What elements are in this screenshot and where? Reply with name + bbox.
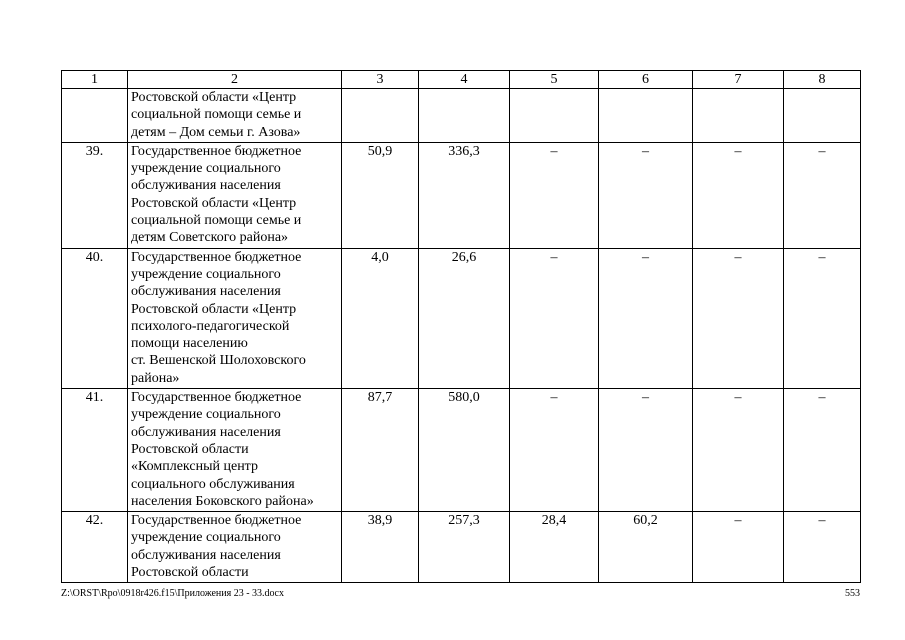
header-cell: 1 — [62, 71, 128, 89]
value-col-7 — [693, 89, 784, 143]
table-header-row — [62, 71, 861, 89]
table-row — [62, 89, 861, 143]
data-table — [61, 70, 861, 583]
value-col-5: 28,4 — [510, 512, 599, 583]
institution-name: Государственное бюджетное учреждение социального обслуживания населения Ростовской области «Центр социальной помощи семье и детям Советского района» — [128, 142, 342, 248]
value-col-4: 580,0 — [419, 389, 510, 512]
value-col-3 — [342, 89, 419, 143]
row-number: 39. — [62, 142, 128, 248]
value-col-6 — [599, 89, 693, 143]
value-col-3: 4,0 — [342, 248, 419, 388]
table-row — [62, 248, 861, 388]
header-cell: 5 — [510, 71, 599, 89]
header-cell: 8 — [784, 71, 861, 89]
value-col-7: – — [693, 389, 784, 512]
header-cell: 6 — [599, 71, 693, 89]
institution-name: Ростовской области «Центр социальной помощи семье и детям – Дом семьи г. Азова» — [128, 89, 342, 143]
institution-name: Государственное бюджетное учреждение социального обслуживания населения Ростовской области «Комплексный центр социального обслуживания населения Боковского района» — [128, 389, 342, 512]
table-row — [62, 512, 861, 583]
value-col-6: – — [599, 142, 693, 248]
value-col-6: – — [599, 389, 693, 512]
row-number — [62, 89, 128, 143]
header-cell: 3 — [342, 71, 419, 89]
table-row — [62, 389, 861, 512]
value-col-8: – — [784, 512, 861, 583]
value-col-3: 50,9 — [342, 142, 419, 248]
institution-name: Государственное бюджетное учреждение социального обслуживания населения Ростовской области — [128, 512, 342, 583]
value-col-4: 336,3 — [419, 142, 510, 248]
value-col-5: – — [510, 248, 599, 388]
value-col-3: 87,7 — [342, 389, 419, 512]
value-col-5: – — [510, 389, 599, 512]
row-number: 42. — [62, 512, 128, 583]
value-col-5: – — [510, 142, 599, 248]
value-col-6: – — [599, 248, 693, 388]
value-col-4: 26,6 — [419, 248, 510, 388]
value-col-4 — [419, 89, 510, 143]
header-cell: 7 — [693, 71, 784, 89]
row-number: 40. — [62, 248, 128, 388]
value-col-8: – — [784, 248, 861, 388]
header-cell: 4 — [419, 71, 510, 89]
row-number: 41. — [62, 389, 128, 512]
value-col-3: 38,9 — [342, 512, 419, 583]
value-col-8: – — [784, 142, 861, 248]
table-row — [62, 142, 861, 248]
value-col-4: 257,3 — [419, 512, 510, 583]
footer-file-path: Z:\ORST\Rpo\0918r426.f15\Приложения 23 - 33.docx — [61, 588, 284, 599]
table-body — [62, 71, 861, 583]
value-col-8: – — [784, 389, 861, 512]
header-cell: 2 — [128, 71, 342, 89]
value-col-7: – — [693, 142, 784, 248]
value-col-7: – — [693, 512, 784, 583]
page-number: 553 — [845, 588, 860, 599]
value-col-6: 60,2 — [599, 512, 693, 583]
value-col-7: – — [693, 248, 784, 388]
institution-name: Государственное бюджетное учреждение социального обслуживания населения Ростовской области «Центр психолого-педагогической помощи населению ст. Вешенской Шолоховского района» — [128, 248, 342, 388]
value-col-8 — [784, 89, 861, 143]
value-col-5 — [510, 89, 599, 143]
